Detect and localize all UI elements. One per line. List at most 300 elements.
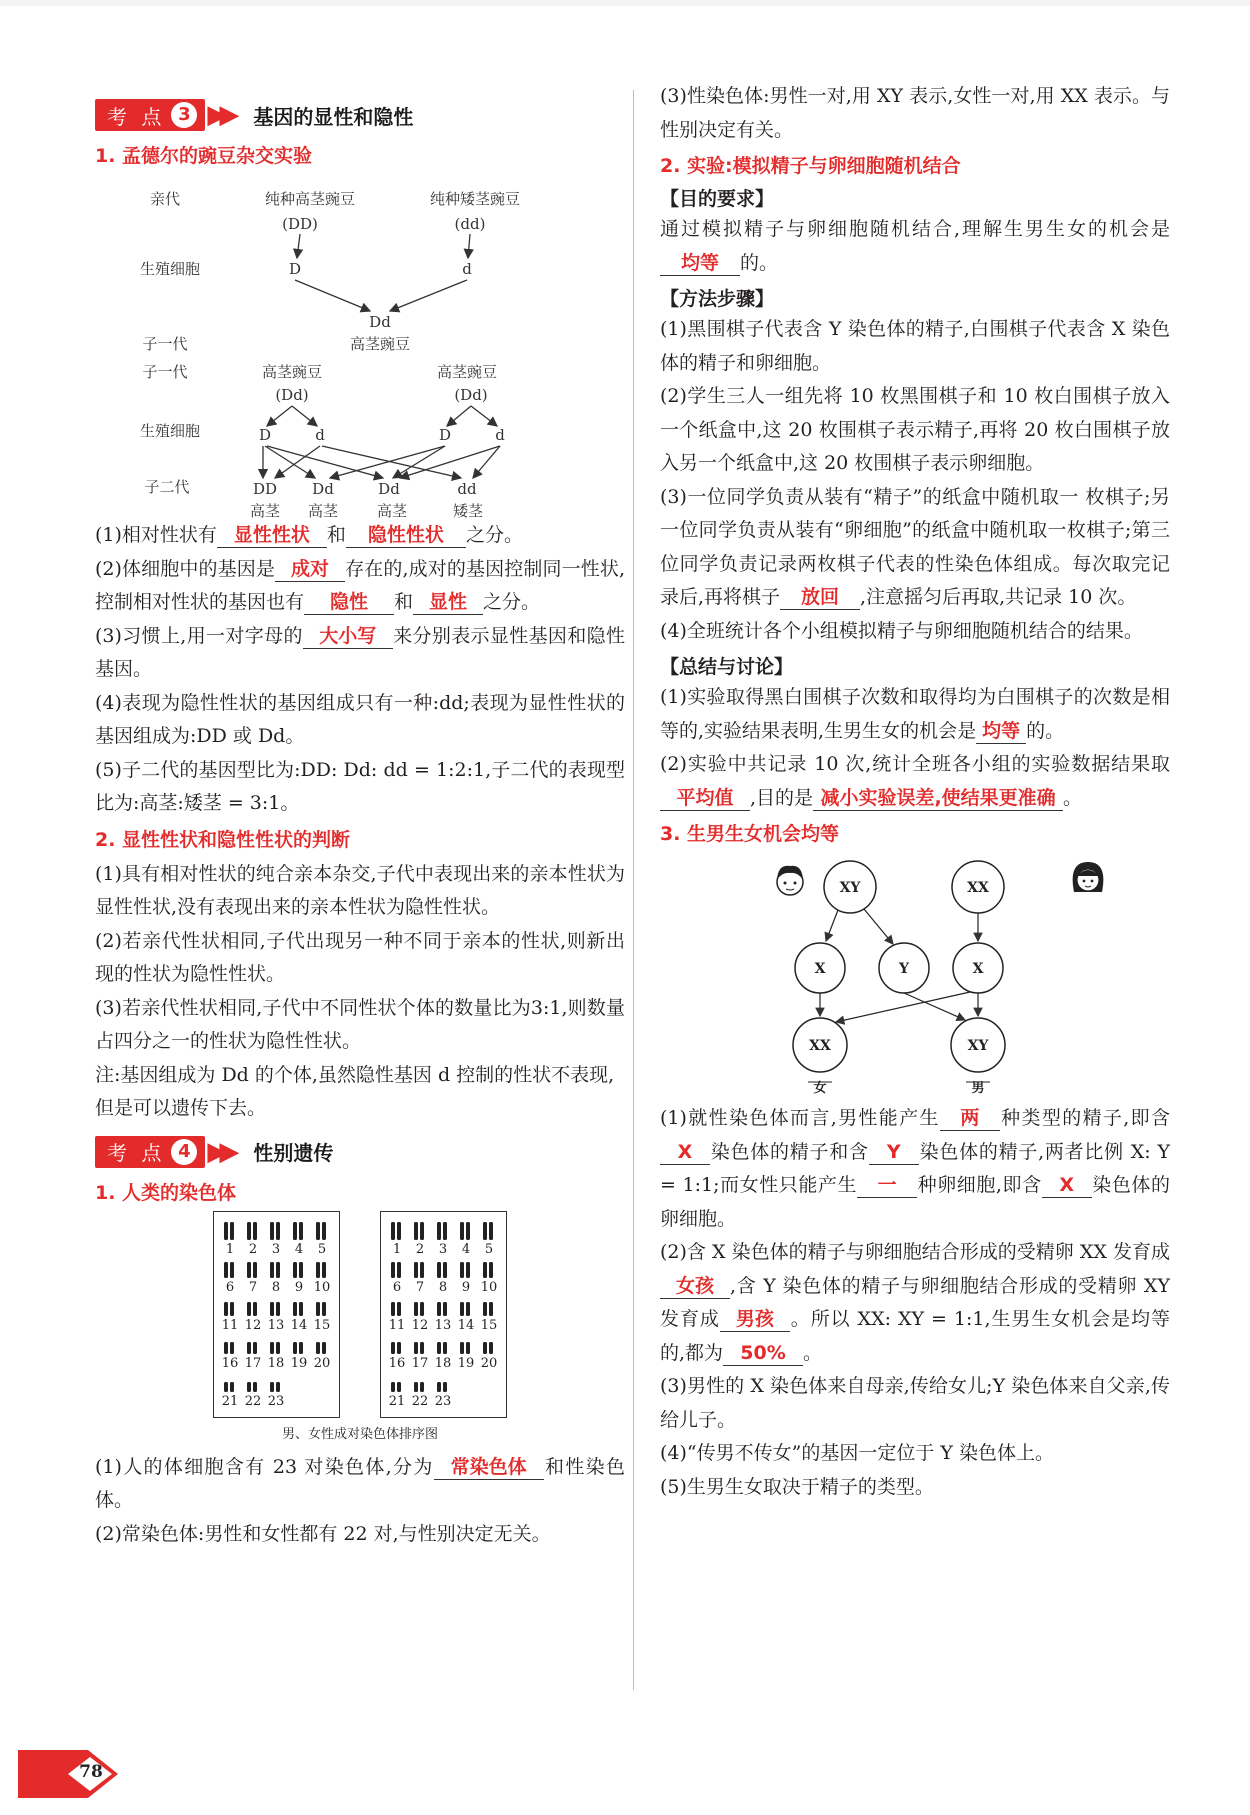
chromosome bbox=[224, 1262, 228, 1278]
chromosome-pair bbox=[460, 1222, 470, 1240]
chromosome bbox=[483, 1262, 487, 1278]
answer-blank: 隐性 bbox=[304, 590, 394, 615]
chromosome-pair bbox=[391, 1342, 401, 1354]
chromosome bbox=[316, 1342, 320, 1354]
chromosome-number: 13 bbox=[434, 1317, 452, 1333]
egg-x-node: X bbox=[972, 961, 984, 977]
paragraph: (4)全班统计各个小组模拟精子与卵细胞随机结合的结果。 bbox=[660, 619, 1143, 642]
chromosome-number: 22 bbox=[244, 1393, 262, 1409]
chromosome-number: 2 bbox=[248, 1241, 258, 1257]
karyotype-caption: 男、女性成对染色体排序图 bbox=[281, 1426, 438, 1442]
chromosome-number: 20 bbox=[480, 1355, 498, 1371]
chromosome-pair bbox=[247, 1262, 257, 1278]
subheading: 2. 显性性状和隐性性状的判断 bbox=[95, 828, 351, 851]
chromosome bbox=[483, 1222, 487, 1240]
chromosome bbox=[437, 1342, 441, 1354]
chromosome bbox=[230, 1342, 234, 1354]
chromosome-pair bbox=[293, 1222, 303, 1240]
chromosome bbox=[253, 1222, 257, 1240]
f2-geno: Dd bbox=[312, 480, 334, 498]
double-arrow-icon: ▶▶ bbox=[207, 100, 232, 130]
parent-tall: 纯种高茎豌豆 bbox=[264, 190, 356, 208]
karyotype-male bbox=[213, 1211, 340, 1418]
chromosome bbox=[316, 1222, 320, 1240]
chromosome bbox=[443, 1302, 447, 1316]
chromosome-number: 4 bbox=[461, 1241, 471, 1257]
chromosome bbox=[270, 1342, 274, 1354]
chromosome bbox=[316, 1262, 320, 1278]
chromosome bbox=[276, 1302, 280, 1316]
kaodian-badge-label: 考 点 bbox=[107, 1141, 166, 1165]
chromosome bbox=[293, 1262, 297, 1278]
chromosome-number: 10 bbox=[480, 1279, 498, 1295]
chromosome-pair bbox=[437, 1382, 447, 1392]
chromosome bbox=[230, 1382, 234, 1392]
chromosome bbox=[460, 1342, 464, 1354]
answer-blank: 50% bbox=[723, 1341, 803, 1366]
sperm-y-node: Y bbox=[899, 961, 909, 977]
answer-blank: 成对 bbox=[275, 557, 345, 582]
answer-blank: 均等 bbox=[660, 251, 740, 276]
paragraph: (2)若亲代性状相同,子代出现另一种不同于亲本的性状,则新出现的性状为隐性性状。 bbox=[95, 929, 625, 985]
mendel-cross-svg bbox=[95, 174, 625, 519]
chromosome bbox=[443, 1382, 447, 1392]
paragraph: (3)性染色体:男性一对,用 XY 表示,女性一对,用 XX 表示。与性别决定有关。 bbox=[660, 85, 1170, 141]
chromosome-number: 11 bbox=[221, 1317, 239, 1333]
paragraph: (3)习惯上,用一对字母的 大小写 来分别表示显性基因和隐性基因。 bbox=[95, 624, 625, 680]
chromosome-pair bbox=[247, 1342, 257, 1354]
f2-pheno: 高茎 bbox=[307, 502, 339, 519]
chromosome-number: 8 bbox=[438, 1279, 448, 1295]
chromosome bbox=[247, 1302, 251, 1316]
chromosome bbox=[460, 1302, 464, 1316]
kaodian-4-header bbox=[95, 1132, 625, 1172]
chromosome-pair bbox=[391, 1382, 401, 1392]
karyotype-female-svg bbox=[381, 1212, 506, 1417]
chromosome-number: 3 bbox=[438, 1241, 448, 1257]
chromosome bbox=[443, 1342, 447, 1354]
mother-node: XX bbox=[967, 880, 989, 896]
chromosome bbox=[253, 1342, 257, 1354]
chromosome bbox=[270, 1262, 274, 1278]
chromosome bbox=[391, 1222, 395, 1240]
answer-blank: 大小写 bbox=[303, 624, 393, 649]
f1-left: 高茎豌豆 bbox=[261, 363, 323, 381]
chromosome bbox=[293, 1342, 297, 1354]
chromosome-pair bbox=[224, 1262, 234, 1278]
chromosome-number: 18 bbox=[434, 1355, 452, 1371]
label-gamete: 生殖细胞 bbox=[139, 260, 201, 278]
chromosome bbox=[466, 1262, 470, 1278]
chromosome-pair bbox=[391, 1302, 401, 1316]
chromosome-pair bbox=[414, 1382, 424, 1392]
chromosome bbox=[224, 1302, 228, 1316]
chromosome-pair bbox=[316, 1302, 326, 1316]
chromosome-number: 10 bbox=[313, 1279, 331, 1295]
chromosome-pair bbox=[316, 1262, 326, 1278]
f1-gamete: D bbox=[258, 426, 272, 444]
paragraph: (3)男性的 X 染色体来自母亲,传给女儿;Y 染色体来自父亲,传给儿子。 bbox=[660, 1375, 1170, 1431]
chromosome-number: 21 bbox=[388, 1393, 406, 1409]
chromosome bbox=[483, 1302, 487, 1316]
chromosome bbox=[437, 1302, 441, 1316]
chromosome-number: 6 bbox=[392, 1279, 402, 1295]
karyotype-figure bbox=[95, 1211, 625, 1451]
chromosome bbox=[420, 1222, 424, 1240]
chromosome-number: 1 bbox=[392, 1241, 402, 1257]
paragraph: (5)生男生女取决于精子的类型。 bbox=[660, 1475, 934, 1498]
chromosome bbox=[414, 1262, 418, 1278]
chromosome bbox=[293, 1222, 297, 1240]
label-f2: 子二代 bbox=[144, 478, 190, 496]
parent-short-geno: (dd) bbox=[454, 215, 486, 233]
chromosome-number: 12 bbox=[411, 1317, 429, 1333]
parent-short: 纯种矮茎豌豆 bbox=[429, 190, 521, 208]
karyotype-male-svg bbox=[214, 1212, 339, 1417]
label-f1b: 子一代 bbox=[142, 363, 188, 381]
chromosome-pair bbox=[483, 1302, 493, 1316]
chromosome-pair bbox=[247, 1302, 257, 1316]
chromosome bbox=[391, 1382, 395, 1392]
chromosome bbox=[299, 1302, 303, 1316]
subheading: 1. 人类的染色体 bbox=[95, 1181, 237, 1204]
chromosome-number: 19 bbox=[290, 1355, 308, 1371]
f1-left-geno: (Dd) bbox=[275, 386, 309, 404]
chromosome bbox=[414, 1382, 418, 1392]
paragraph: (2)体细胞中的基因是 成对 存在的,成对的基因控制同一性状,控制相对性状的基因也有 隐性 和 显性 之分。 bbox=[95, 557, 625, 613]
chromosome-pair bbox=[316, 1342, 326, 1354]
chromosome-pair bbox=[316, 1222, 326, 1240]
chromosome bbox=[391, 1342, 395, 1354]
chromosome bbox=[322, 1342, 326, 1354]
answer-blank: 常染色体 bbox=[434, 1455, 544, 1480]
section-label: 【目的要求】 bbox=[660, 188, 775, 210]
chromosome bbox=[397, 1262, 401, 1278]
paragraph: (1)实验取得黑白围棋子次数和取得均为白围棋子的次数是相等的,实验结果表明,生男生女的机会是 均等 的。 bbox=[660, 686, 1170, 742]
chromosome bbox=[299, 1342, 303, 1354]
f1-right: 高茎豌豆 bbox=[436, 363, 498, 381]
chromosome-pair bbox=[483, 1342, 493, 1354]
kaodian-badge bbox=[95, 99, 205, 131]
chromosome bbox=[270, 1302, 274, 1316]
f1-geno: Dd bbox=[369, 313, 391, 331]
section-label: 【方法步骤】 bbox=[660, 288, 775, 310]
child-xy-node: XY bbox=[967, 1038, 989, 1054]
chromosome-number: 22 bbox=[411, 1393, 429, 1409]
woman-icon bbox=[1073, 862, 1104, 892]
chromosome bbox=[230, 1222, 234, 1240]
column-divider bbox=[633, 90, 634, 1690]
label-f1: 子一代 bbox=[142, 335, 188, 353]
left-column bbox=[95, 95, 625, 1551]
chromosome bbox=[489, 1302, 493, 1316]
chromosome-pair bbox=[293, 1262, 303, 1278]
chromosome bbox=[420, 1342, 424, 1354]
sperm-x-node: X bbox=[814, 961, 826, 977]
f1-gamete: d bbox=[315, 426, 325, 444]
f1-pheno: 高茎豌豆 bbox=[349, 335, 411, 353]
chromosome bbox=[397, 1302, 401, 1316]
note: 注:基因组成为 Dd 的个体,虽然隐性基因 d 控制的性状不表现,但是可以遗传下去。 bbox=[95, 1063, 615, 1119]
chromosome bbox=[322, 1302, 326, 1316]
chromosome bbox=[247, 1262, 251, 1278]
answer-blank: 显性性状 bbox=[217, 523, 327, 548]
chromosome-number: 14 bbox=[457, 1317, 475, 1333]
answer-blank: 平均值 bbox=[660, 786, 750, 811]
chromosome-number: 7 bbox=[248, 1279, 258, 1295]
answer-blank: 显性 bbox=[413, 590, 483, 615]
paragraph: (1)相对性状有 显性性状 和 隐性性状 之分。 bbox=[95, 524, 523, 546]
chromosome bbox=[247, 1222, 251, 1240]
chromosome-pair bbox=[414, 1222, 424, 1240]
chromosome-pair bbox=[414, 1262, 424, 1278]
chromosome bbox=[397, 1342, 401, 1354]
chromosome-pair bbox=[270, 1302, 280, 1316]
subheading: 1. 孟德尔的豌豆杂交实验 bbox=[95, 145, 313, 167]
chromosome-pair bbox=[460, 1302, 470, 1316]
chromosome-pair bbox=[224, 1342, 234, 1354]
chromosome-number: 15 bbox=[313, 1317, 331, 1333]
chromosome-number: 13 bbox=[267, 1317, 285, 1333]
chromosome bbox=[414, 1342, 418, 1354]
paragraph: (2)含 X 染色体的精子与卵细胞结合形成的受精卵 XX 发育成女孩 ,含 Y 染色体的精子与卵细胞结合形成的受精卵 XY 发育成 男孩 。所以 XX: XY = 1:1,生男生女机会是均等的,都为 50% 。 bbox=[660, 1241, 1170, 1364]
chromosome bbox=[391, 1262, 395, 1278]
chromosome-number: 23 bbox=[267, 1393, 285, 1409]
chromosome bbox=[443, 1222, 447, 1240]
answer-blank: 两 bbox=[940, 1106, 1000, 1131]
paragraph: (3)若亲代性状相同,子代中不同性状个体的数量比为3:1,则数量占四分之一的性状为隐性性状。 bbox=[95, 996, 625, 1052]
chromosome-pair bbox=[224, 1222, 234, 1240]
chromosome-number: 15 bbox=[480, 1317, 498, 1333]
chromosome-number: 17 bbox=[411, 1355, 429, 1371]
page-number: 78 bbox=[79, 1762, 103, 1782]
label-gamete2: 生殖细胞 bbox=[139, 422, 201, 440]
chromosome bbox=[437, 1222, 441, 1240]
chromosome-number: 23 bbox=[434, 1393, 452, 1409]
chromosome bbox=[270, 1222, 274, 1240]
chromosome bbox=[460, 1262, 464, 1278]
section-label: 【总结与讨论】 bbox=[660, 656, 794, 678]
chromosome bbox=[437, 1382, 441, 1392]
chromosome-pair bbox=[437, 1342, 447, 1354]
paragraph: (2)学生三人一组先将 10 枚黑围棋子和 10 枚白围棋子放入一个纸盒中,这 20 枚围棋子表示精子,再将 20 枚白围棋子放入另一个纸盒中,这 20 枚围棋子表示卵细胞。 bbox=[660, 385, 1170, 474]
chromosome bbox=[322, 1262, 326, 1278]
paragraph: 通过模拟精子与卵细胞随机结合,理解生男生女的机会是均等 的。 bbox=[660, 218, 1170, 274]
paragraph: (4)表现为隐性性状的基因组成只有一种:dd;表现为显性性状的基因组成为:DD 或 Dd。 bbox=[95, 691, 625, 747]
chromosome-number: 8 bbox=[271, 1279, 281, 1295]
chromosome-number: 16 bbox=[221, 1355, 239, 1371]
paragraph: (2)实验中共记录 10 次,统计全班各小组的实验数据结果取平均值 ,目的是 减小实验误差,使结果更准确 。 bbox=[660, 753, 1170, 809]
chromosome bbox=[466, 1302, 470, 1316]
chromosome bbox=[276, 1262, 280, 1278]
chromosome-pair bbox=[460, 1342, 470, 1354]
answer-blank: Y bbox=[869, 1140, 919, 1165]
chromosome-number: 5 bbox=[317, 1241, 327, 1257]
chromosome bbox=[437, 1262, 441, 1278]
father-node: XY bbox=[839, 880, 861, 896]
chromosome-number: 19 bbox=[457, 1355, 475, 1371]
chromosome bbox=[391, 1302, 395, 1316]
chromosome-pair bbox=[414, 1342, 424, 1354]
chromosome bbox=[247, 1342, 251, 1354]
chromosome bbox=[414, 1302, 418, 1316]
chromosome-pair bbox=[483, 1222, 493, 1240]
gamete-D: D bbox=[288, 260, 302, 278]
chromosome bbox=[466, 1222, 470, 1240]
f2-geno: Dd bbox=[378, 480, 400, 498]
kaodian-number: 3 bbox=[171, 102, 197, 128]
chromosome-pair bbox=[414, 1302, 424, 1316]
right-column bbox=[660, 80, 1170, 1504]
kaodian-3-header bbox=[95, 95, 625, 135]
chromosome bbox=[253, 1382, 257, 1392]
chromosome-pair bbox=[247, 1382, 257, 1392]
male-label: 男 bbox=[971, 1081, 985, 1096]
gamete-d: d bbox=[462, 260, 472, 278]
chromosome bbox=[230, 1262, 234, 1278]
chromosome bbox=[224, 1342, 228, 1354]
chromosome-number: 21 bbox=[221, 1393, 239, 1409]
f1-right-geno: (Dd) bbox=[454, 386, 488, 404]
chromosome bbox=[483, 1342, 487, 1354]
chromosome-pair bbox=[460, 1262, 470, 1278]
child-xx-node: XX bbox=[809, 1038, 831, 1054]
paragraph: (2)常染色体:男性和女性都有 22 对,与性别决定无关。 bbox=[95, 1522, 551, 1545]
chromosome-number: 3 bbox=[271, 1241, 281, 1257]
top-border bbox=[0, 0, 1250, 6]
chromosome-pair bbox=[391, 1222, 401, 1240]
chromosome-number: 1 bbox=[225, 1241, 235, 1257]
chromosome bbox=[489, 1262, 493, 1278]
chromosome-pair bbox=[270, 1222, 280, 1240]
kaodian-title: 性别遗传 bbox=[253, 1141, 334, 1165]
chromosome bbox=[276, 1222, 280, 1240]
sex-determination-svg bbox=[660, 852, 1170, 1102]
f2-pheno: 高茎 bbox=[376, 502, 408, 519]
chromosome-number: 14 bbox=[290, 1317, 308, 1333]
chromosome bbox=[270, 1382, 274, 1392]
paragraph: (4)“传男不传女”的基因一定位于 Y 染色体上。 bbox=[660, 1442, 1054, 1464]
chromosome bbox=[276, 1382, 280, 1392]
kaodian-number: 4 bbox=[171, 1139, 197, 1165]
kaodian-title: 基因的显性和隐性 bbox=[253, 104, 414, 129]
chromosome bbox=[299, 1262, 303, 1278]
chromosome-pair bbox=[391, 1262, 401, 1278]
paragraph: (1)黑围棋子代表含 Y 染色体的精子,白围棋子代表含 X 染色体的精子和卵细胞。 bbox=[660, 318, 1170, 374]
f2-geno: dd bbox=[457, 480, 477, 498]
chromosome bbox=[276, 1342, 280, 1354]
chromosome-number: 17 bbox=[244, 1355, 262, 1371]
paragraph: (1)人的体细胞含有 23 对染色体,分为 常染色体 和性染色体。 bbox=[95, 1455, 625, 1511]
chromosome-number: 9 bbox=[461, 1279, 471, 1295]
answer-blank: 男孩 bbox=[720, 1307, 790, 1332]
chromosome bbox=[253, 1302, 257, 1316]
answer-blank: 减小实验误差,使结果更准确 bbox=[813, 786, 1063, 811]
chromosome-pair bbox=[224, 1382, 234, 1392]
f2-geno: DD bbox=[252, 480, 278, 498]
f2-pheno: 矮茎 bbox=[452, 502, 484, 519]
chromosome bbox=[293, 1302, 297, 1316]
paragraph: (5)子二代的基因型比为:DD: Dd: dd = 1:2:1,子二代的表现型比为:高茎:矮茎 = 3:1。 bbox=[95, 758, 625, 814]
chromosome bbox=[322, 1222, 326, 1240]
answer-blank: X bbox=[660, 1140, 710, 1165]
f1-gamete: d bbox=[495, 426, 505, 444]
chromosome bbox=[316, 1302, 320, 1316]
chromosome-pair bbox=[293, 1302, 303, 1316]
label-parent: 亲代 bbox=[149, 190, 181, 208]
chromosome bbox=[224, 1222, 228, 1240]
karyotype-female bbox=[380, 1211, 507, 1418]
answer-blank: 放回 bbox=[780, 585, 860, 610]
kaodian-badge bbox=[95, 1136, 205, 1168]
subheading: 2. 实验:模拟精子与卵细胞随机结合 bbox=[660, 155, 961, 177]
chromosome bbox=[299, 1222, 303, 1240]
chromosome-number: 20 bbox=[313, 1355, 331, 1371]
chromosome-number: 11 bbox=[388, 1317, 406, 1333]
chromosome bbox=[414, 1222, 418, 1240]
chromosome-number: 6 bbox=[225, 1279, 235, 1295]
chromosome bbox=[224, 1382, 228, 1392]
chromosome bbox=[420, 1302, 424, 1316]
chromosome bbox=[420, 1262, 424, 1278]
chromosome-pair bbox=[293, 1342, 303, 1354]
chromosome-pair bbox=[437, 1262, 447, 1278]
chromosome bbox=[489, 1222, 493, 1240]
chromosome bbox=[397, 1382, 401, 1392]
chromosome-pair bbox=[247, 1222, 257, 1240]
answer-blank: 均等 bbox=[976, 719, 1026, 744]
answer-blank: 一 bbox=[857, 1173, 917, 1198]
chromosome bbox=[397, 1222, 401, 1240]
chromosome bbox=[489, 1342, 493, 1354]
answer-blank: 隐性性状 bbox=[346, 523, 466, 548]
chromosome-number: 2 bbox=[415, 1241, 425, 1257]
chromosome-pair bbox=[483, 1262, 493, 1278]
double-arrow-icon: ▶▶ bbox=[207, 1136, 232, 1167]
female-label: 女 bbox=[813, 1081, 827, 1096]
chromosome-pair bbox=[270, 1382, 280, 1392]
chromosome bbox=[466, 1342, 470, 1354]
chromosome-number: 16 bbox=[388, 1355, 406, 1371]
chromosome-number: 7 bbox=[415, 1279, 425, 1295]
paragraph: (1)就性染色体而言,男性能产生 两 种类型的精子,即含X 染色体的精子和含 Y 染色体的精子,两者比例 X: Y = 1:1;而女性只能产生 一 种卵细胞,即含 X 染色体的卵细胞。 bbox=[660, 1107, 1170, 1230]
chromosome-number: 18 bbox=[267, 1355, 285, 1371]
paragraph: (1)具有相对性状的纯合亲本杂交,子代中表现出来的亲本性状为显性性状,没有表现出来的亲本性状为隐性性状。 bbox=[95, 862, 625, 918]
kaodian-badge-label: 考 点 bbox=[107, 104, 166, 129]
chromosome bbox=[253, 1262, 257, 1278]
chromosome-pair bbox=[270, 1342, 280, 1354]
mendel-cross-diagram bbox=[95, 174, 625, 519]
chromosome-pair bbox=[437, 1302, 447, 1316]
page-number-tab bbox=[18, 1750, 133, 1798]
chromosome-number: 9 bbox=[294, 1279, 304, 1295]
chromosome-pair bbox=[437, 1222, 447, 1240]
answer-blank: 女孩 bbox=[660, 1274, 730, 1299]
paragraph: (3)一位同学负责从装有“精子”的纸盒中随机取一 枚棋子;另一位同学负责从装有“卵细胞”的纸盒中随机取一枚棋子;第三位同学负责记录两枚棋子代表的性染色体组成。每次取完记录后,再将棋子 放回 ,注意摇匀后再取,共记录 10 次。 bbox=[660, 485, 1170, 608]
sex-determination-diagram bbox=[660, 852, 1170, 1102]
chromosome-number: 4 bbox=[294, 1241, 304, 1257]
chromosome-pair bbox=[270, 1262, 280, 1278]
answer-blank: X bbox=[1042, 1173, 1092, 1198]
chromosome-number: 5 bbox=[484, 1241, 494, 1257]
chromosome bbox=[460, 1222, 464, 1240]
chromosome-pair bbox=[224, 1302, 234, 1316]
chromosome-number: 12 bbox=[244, 1317, 262, 1333]
parent-tall-geno: (DD) bbox=[282, 215, 318, 233]
chromosome bbox=[247, 1382, 251, 1392]
chromosome bbox=[443, 1262, 447, 1278]
chromosome bbox=[420, 1382, 424, 1392]
